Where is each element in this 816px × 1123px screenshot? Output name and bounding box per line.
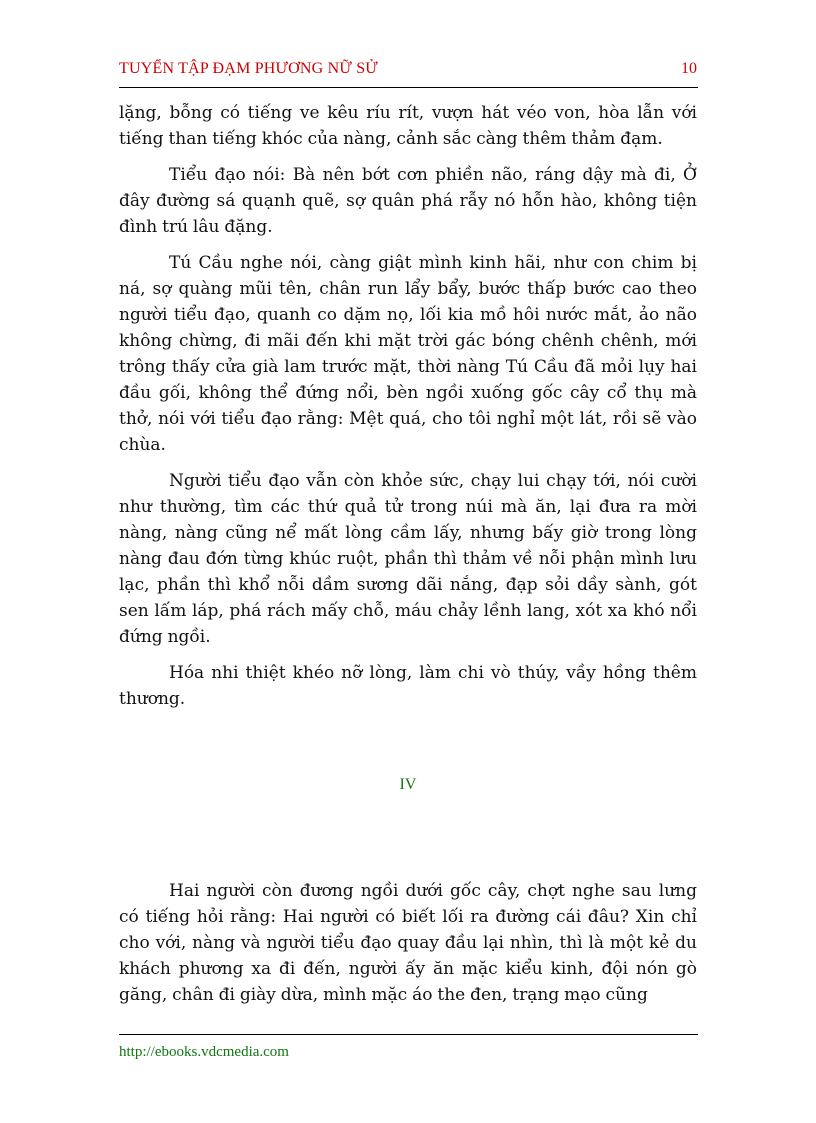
footer-rule xyxy=(119,1034,698,1035)
paragraph: lặng, bỗng có tiếng ve kêu ríu rít, vượn hát véo von, hòa lẫn với tiếng than tiếng khóc của nàng, cảnh sắc càng thêm thảm đạm. xyxy=(119,103,697,149)
footer-link[interactable]: http://ebooks.vdcmedia.com xyxy=(119,1044,289,1060)
chapter-text xyxy=(119,100,697,722)
paragraph: Hóa nhi thiệt khéo nỡ lòng, làm chi vò thúy, vầy hồng thêm thương. xyxy=(119,663,697,709)
paragraph: Hai người còn đương ngồi dưới gốc cây, chợt nghe sau lưng có tiếng hỏi rằng: Hai người có biết lối ra đường cái đâu? Xin chỉ cho với, nàng và người tiểu đạo quay đầu lại nhìn, thì là một kẻ du khách phương xa đi đến, người ấy ăn mặc kiểu kinh, đội nón gò găng, chân đi giày dừa, mình mặc áo the đen, trạng mạo cũng xyxy=(119,881,697,1005)
paragraph: Người tiểu đạo vẫn còn khỏe sức, chạy lui chạy tới, nói cười như thường, tìm các thứ quả tử trong núi mà ăn, lại đưa ra mời nàng, nàng cũng nể mất lòng cầm lấy, nhưng bấy giờ trong lòng nàng đau đớn từng khúc ruột, phần thì thảm về nỗi phận mình lưu lạc, phần thì khổ nỗi dầm sương dãi nắng, đạp sỏi dầy sành, gót sen lấm láp, phá rách mấy chỗ, máu chảy lềnh lang, xót xa khó nổi đứng ngồi. xyxy=(119,471,697,647)
running-header xyxy=(119,60,697,86)
paragraph: Tiểu đạo nói: Bà nên bớt cơn phiền não, ráng dậy mà đi, Ở đây đường sá quạnh quẽ, sợ quân phá rẫy nó hỗn hào, không tiện đình trú lâu đặng. xyxy=(119,165,697,237)
book-title: TUYỂN TẬP ĐẠM PHƯƠNG NỮ SỬ xyxy=(119,60,378,77)
page-number: 10 xyxy=(681,60,697,77)
paragraph: Tú Cầu nghe nói, càng giật mình kinh hãi, như con chim bị ná, sợ quàng mũi tên, chân run lẩy bẩy, bước thấp bước cao theo người tiểu đạo, quanh co dặm nọ, lối kia mồ hôi nước mắt, ảo não không chừng, đi mãi đến khi mặt trời gác bóng chênh chênh, mới trông thấy cửa già lam trước mặt, thời nàng Tú Cầu đã mỏi lụy hai đầu gối, không thể đứng nổi, bèn ngồi xuống gốc cây cổ thụ mà thở, nói với tiểu đạo rằng: Mệt quá, cho tôi nghỉ một lát, rồi sẽ vào chùa. xyxy=(119,253,697,455)
header-rule xyxy=(119,87,698,88)
section-heading: IV xyxy=(399,776,417,793)
section-text xyxy=(119,878,697,1018)
